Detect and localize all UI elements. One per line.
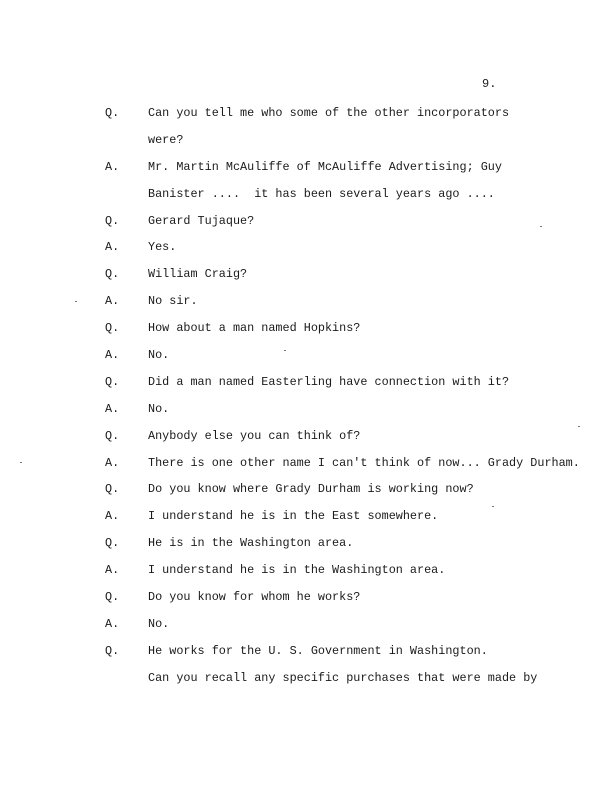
speaker-label: Q. bbox=[105, 428, 120, 443]
speaker-label: A. bbox=[105, 401, 120, 416]
line-text: I understand he is in the Washington area. bbox=[148, 563, 446, 578]
speaker-label: Q. bbox=[105, 374, 120, 389]
speaker-label: A. bbox=[105, 294, 120, 309]
scan-speck bbox=[75, 301, 77, 302]
speaker-label: Q. bbox=[105, 536, 120, 551]
scan-speck bbox=[540, 226, 542, 227]
line-text: William Craig? bbox=[148, 267, 248, 282]
line-text: Do you know where Grady Durham is working now? bbox=[148, 482, 474, 497]
scan-speck bbox=[20, 462, 22, 463]
speaker-label: A. bbox=[105, 455, 120, 470]
line-text: Anybody else you can think of? bbox=[148, 428, 361, 443]
speaker-label: Q. bbox=[105, 106, 120, 120]
line-text: were? bbox=[148, 132, 184, 147]
speaker-label: A. bbox=[105, 563, 120, 578]
speaker-label: Q. bbox=[105, 590, 120, 605]
speaker-label: Q. bbox=[105, 482, 120, 497]
line-text: Do you know for whom he works? bbox=[148, 590, 361, 605]
speaker-label: Q. bbox=[105, 321, 120, 336]
line-text: Gerard Tujaque? bbox=[148, 213, 255, 228]
line-text: Did a man named Easterling have connection with it? bbox=[148, 374, 510, 389]
line-text: He is in the Washington area. bbox=[148, 536, 354, 551]
line-text: Banister .... it has been several years ago .... bbox=[148, 186, 495, 201]
line-text: How about a man named Hopkins? bbox=[148, 321, 361, 336]
line-text: No. bbox=[148, 348, 170, 363]
speaker-label: A. bbox=[105, 159, 120, 174]
line-text: Can you tell me who some of the other incorporators bbox=[148, 106, 510, 120]
scan-speck bbox=[578, 426, 580, 427]
speaker-label: Q. bbox=[105, 267, 120, 282]
scan-speck bbox=[284, 350, 286, 351]
line-text: There is one other name I can't think of now... Grady Durham. bbox=[148, 455, 580, 470]
speaker-label: A. bbox=[105, 348, 120, 363]
line-text: Mr. Martin McAuliffe of McAuliffe Advertising; Guy bbox=[148, 159, 502, 174]
scan-speck bbox=[492, 506, 494, 507]
line-text: I understand he is in the East somewhere. bbox=[148, 509, 439, 524]
speaker-label: A. bbox=[105, 509, 120, 524]
speaker-label: Q. bbox=[105, 643, 120, 658]
line-text: No sir. bbox=[148, 294, 198, 309]
line-text: No. bbox=[148, 616, 170, 631]
line-text: He works for the U. S. Government in Washington. bbox=[148, 643, 488, 658]
speaker-label: A. bbox=[105, 240, 120, 255]
speaker-label: A. bbox=[105, 616, 120, 631]
line-text: Can you recall any specific purchases that were made by bbox=[148, 670, 538, 685]
line-text: Yes. bbox=[148, 240, 177, 255]
page-number: 9. bbox=[482, 77, 497, 91]
speaker-label: Q. bbox=[105, 213, 120, 228]
line-text: No. bbox=[148, 401, 170, 416]
